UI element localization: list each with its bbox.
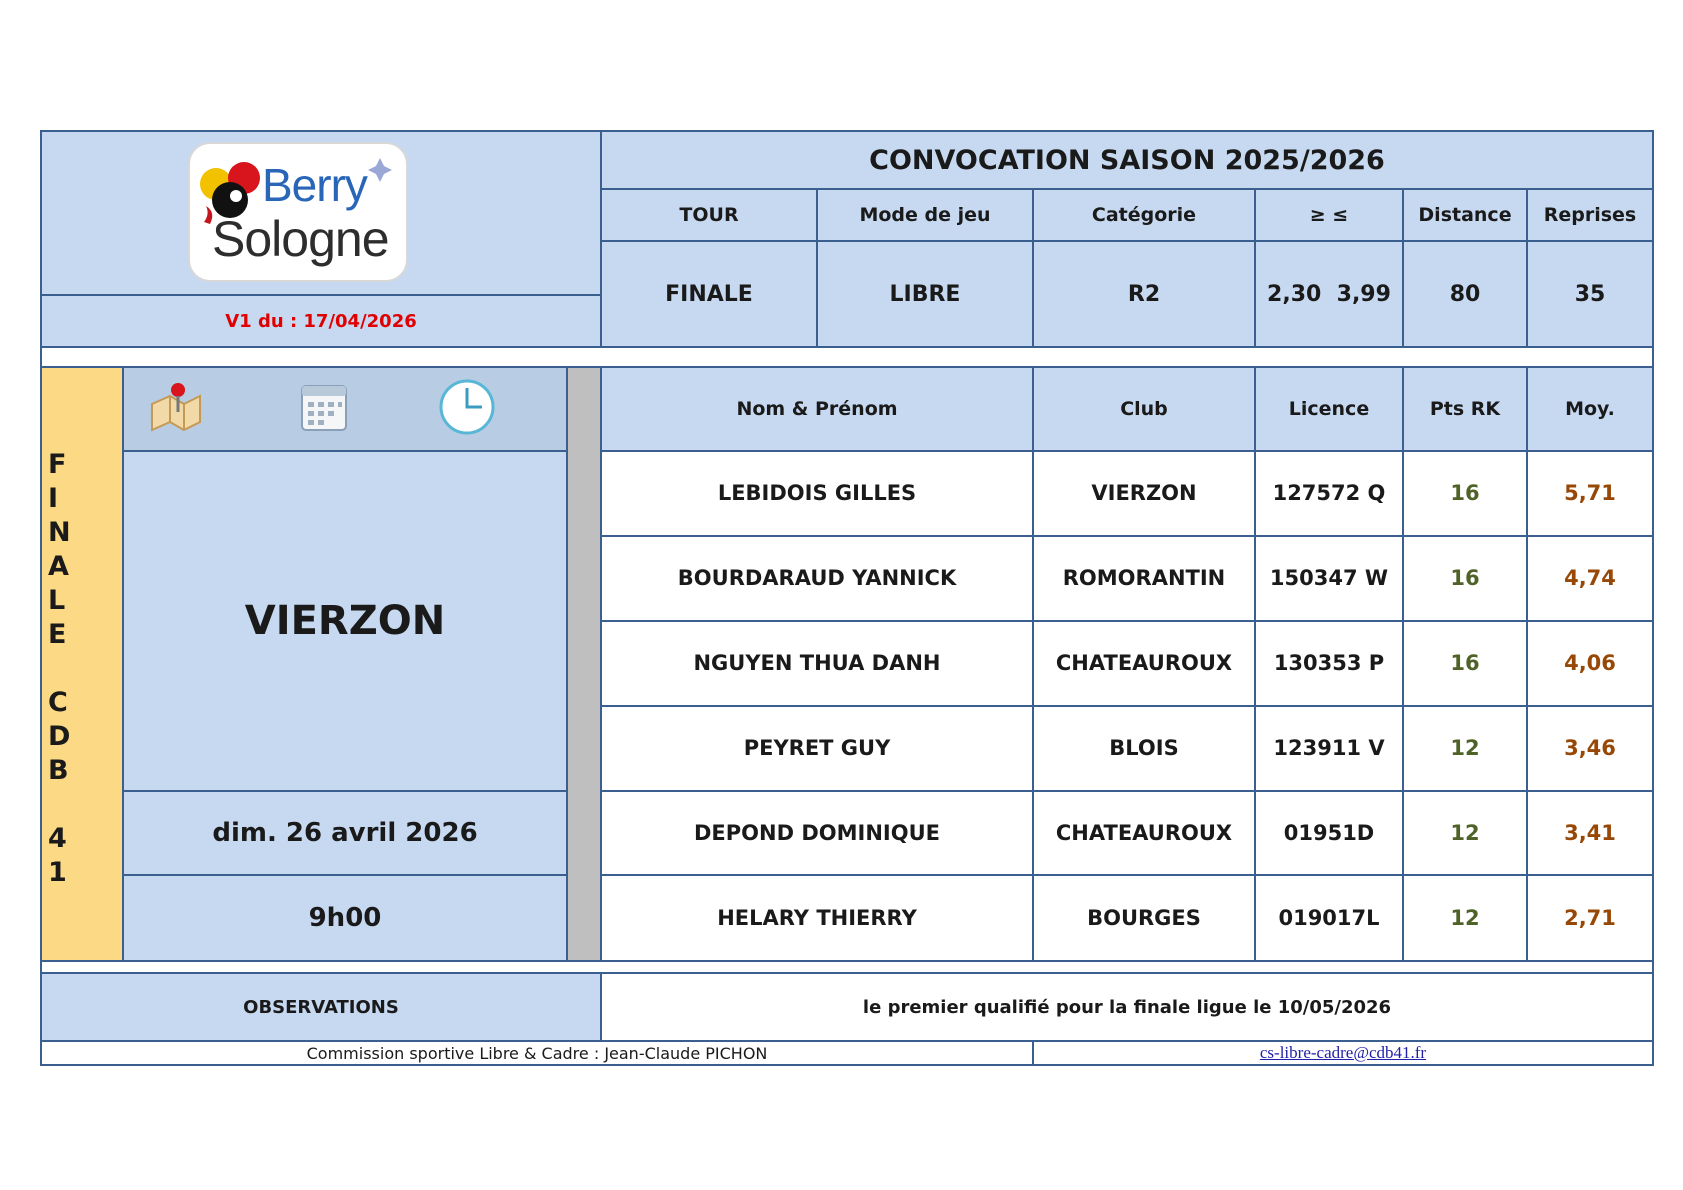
grid-line — [42, 972, 1654, 974]
grid-line — [1254, 188, 1256, 348]
player-licence: 01951D — [1283, 821, 1375, 845]
grid-line — [602, 790, 1654, 792]
player-club: ROMORANTIN — [1062, 566, 1226, 590]
player-name: PEYRET GUY — [743, 736, 891, 760]
side-letter: I — [48, 483, 59, 514]
range-value: 2,30 3,99 — [1256, 242, 1402, 346]
gray-separator — [568, 368, 600, 960]
page-title: CONVOCATION SAISON 2025/2026 — [602, 132, 1652, 188]
player-licence: 123911 V — [1273, 736, 1385, 760]
grid-line — [42, 1064, 1654, 1066]
footer-commission: Commission sportive Libre & Cadre : Jean-Claude PICHON — [306, 1043, 768, 1063]
clock-icon — [438, 378, 496, 436]
grid-line — [124, 874, 568, 876]
grid-line — [602, 874, 1654, 876]
grid-line — [1032, 1040, 1034, 1066]
col-categorie-header: Catégorie — [1034, 190, 1254, 240]
grid-line — [1652, 130, 1654, 1066]
col-distance-header: Distance — [1404, 190, 1526, 240]
distance-value: 80 — [1404, 242, 1526, 346]
version-label: V1 du : 17/04/2026 — [42, 296, 600, 346]
col-pts-header: Pts RK — [1404, 368, 1526, 450]
side-letter: F — [48, 449, 67, 480]
player-moy: 4,74 — [1564, 566, 1616, 590]
grid-line — [1526, 188, 1528, 348]
side-letter: 4 — [48, 823, 67, 854]
reprises-value: 35 — [1528, 242, 1652, 346]
grid-line — [602, 188, 1654, 190]
grid-line — [816, 188, 818, 348]
player-licence: 019017L — [1278, 906, 1380, 930]
side-letter: D — [48, 721, 71, 752]
grid-line — [1032, 188, 1034, 348]
player-club: BLOIS — [1109, 736, 1179, 760]
side-letter: E — [48, 619, 67, 650]
player-licence: 150347 W — [1269, 566, 1389, 590]
col-moy-header: Moy. — [1528, 368, 1652, 450]
grid-line — [42, 346, 1654, 348]
player-club: BOURGES — [1087, 906, 1201, 930]
grid-line — [124, 450, 568, 452]
berry-sologne-logo — [188, 142, 408, 282]
player-licence: 127572 Q — [1272, 481, 1386, 505]
calendar-icon — [296, 378, 352, 434]
observations-label: OBSERVATIONS — [42, 974, 600, 1040]
grid-line — [602, 705, 1654, 707]
col-name-header: Nom & Prénom — [602, 368, 1032, 450]
grid-line — [42, 294, 602, 296]
grid-line — [602, 240, 1654, 242]
venue-time: 9h00 — [124, 876, 566, 960]
player-moy: 3,41 — [1564, 821, 1616, 845]
grid-line — [1254, 366, 1256, 962]
grid-line — [1402, 188, 1404, 348]
player-moy: 4,06 — [1564, 651, 1616, 675]
grid-line — [1526, 366, 1528, 962]
player-pts: 16 — [1450, 566, 1480, 590]
tour-value: FINALE — [602, 242, 816, 346]
footer-email-cell — [1034, 1042, 1652, 1064]
categorie-value: R2 — [1034, 242, 1254, 346]
grid-line — [124, 790, 568, 792]
grid-line — [42, 366, 1654, 368]
side-letter: L — [48, 585, 66, 616]
venue-place: VIERZON — [124, 452, 566, 790]
player-moy: 3,46 — [1564, 736, 1616, 760]
side-letter: 1 — [48, 857, 67, 888]
grid-line — [600, 972, 602, 1042]
player-pts: 16 — [1450, 651, 1480, 675]
col-club-header: Club — [1034, 368, 1254, 450]
mode-value: LIBRE — [818, 242, 1032, 346]
grid-line — [40, 130, 42, 1066]
player-pts: 12 — [1450, 906, 1480, 930]
col-licence-header: Licence — [1256, 368, 1402, 450]
player-name: LEBIDOIS GILLES — [717, 481, 917, 505]
player-club: CHATEAUROUX — [1055, 821, 1233, 845]
grid-line — [566, 366, 568, 962]
player-moy: 2,71 — [1564, 906, 1616, 930]
grid-line — [602, 620, 1654, 622]
player-pts: 16 — [1450, 481, 1480, 505]
grid-line — [602, 450, 1654, 452]
col-reprises-header: Reprises — [1528, 190, 1652, 240]
player-club: VIERZON — [1091, 481, 1197, 505]
grid-line — [42, 130, 1654, 132]
grid-line — [600, 366, 602, 962]
logo-text-berry: Berry — [262, 159, 367, 211]
grid-line — [42, 1040, 1654, 1042]
player-name: DEPOND DOMINIQUE — [694, 821, 940, 845]
col-tour-header: TOUR — [602, 190, 816, 240]
player-moy: 5,71 — [1564, 481, 1616, 505]
grid-line — [1402, 366, 1404, 962]
side-letter: C — [48, 687, 68, 718]
grid-line — [600, 130, 602, 348]
player-pts: 12 — [1450, 821, 1480, 845]
side-letter: A — [48, 551, 69, 582]
player-club: CHATEAUROUX — [1055, 651, 1233, 675]
player-name: HELARY THIERRY — [717, 906, 917, 930]
side-letter: N — [48, 517, 71, 548]
grid-line — [122, 366, 124, 962]
observations-text: le premier qualifié pour la finale ligue le 10/05/2026 — [862, 996, 1392, 1018]
player-pts: 12 — [1450, 736, 1480, 760]
grid-line — [42, 960, 1654, 962]
player-name: NGUYEN THUA DANH — [693, 651, 941, 675]
venue-date: dim. 26 avril 2026 — [124, 792, 566, 874]
map-pin-icon — [148, 378, 204, 434]
side-label-finale-cdb41 — [42, 368, 122, 960]
side-letter: B — [48, 755, 69, 786]
grid-line — [1032, 366, 1034, 962]
player-licence: 130353 P — [1273, 651, 1385, 675]
grid-line — [602, 535, 1654, 537]
side-letter — [48, 788, 122, 822]
logo-text-sologne: Sologne — [212, 211, 389, 267]
side-letter — [48, 652, 122, 686]
col-range-header: ≥ ≤ — [1256, 190, 1402, 240]
footer-email-link[interactable]: cs-libre-cadre@cdb41.fr — [1259, 1043, 1427, 1062]
col-mode-header: Mode de jeu — [818, 190, 1032, 240]
player-name: BOURDARAUD YANNICK — [677, 566, 957, 590]
